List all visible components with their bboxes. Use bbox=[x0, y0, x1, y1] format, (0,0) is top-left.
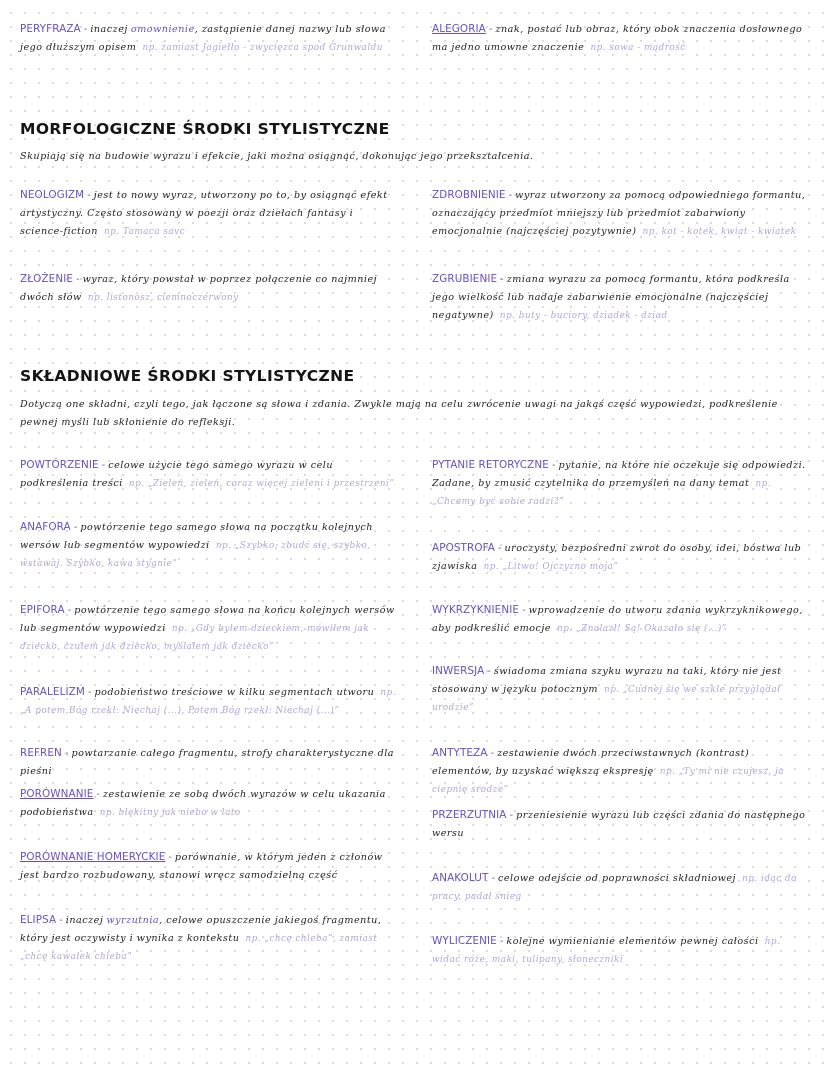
definition-text: porównanie, w którym jeden z członów jest bardzo rozbudowany, stanowi wręcz samodzielną część bbox=[20, 852, 383, 881]
definition-elipsa: ELIPSA - inaczej wyrzutnia, celowe opuszczenie jakiegoś fragmentu, który jest oczywisty i wynika z kontekstu np. „chcę chleba”, zamiast „chcę kawałek chleba” bbox=[20, 914, 382, 962]
definition-text: celowe odejście od poprawności składniowej bbox=[498, 873, 737, 884]
definition-text: celowe użycie tego samego wyrazu w celu podkreślenia treści bbox=[20, 460, 334, 489]
definition-text: , zastąpienie danej nazwy lub słowa jego dłuższym opisem bbox=[20, 24, 386, 53]
definition-text: wyraz utworzony za pomocą odpowiedniego formantu, oznaczający przedmiot mniejszy lub przedmiot zabarwiony emocjonalnie (najczęściej pozytywnie) bbox=[432, 190, 806, 237]
example-text: np. widać róże, maki, tulipany, słoneczniki bbox=[432, 937, 781, 965]
term: ELIPSA bbox=[20, 914, 57, 926]
definition-paralelizm: PARALELIZM - podobieństwo treściowe w kilku segmentach utworu np. „A potem Bóg rzekł: Niechaj (...), Potem Bóg rzekł: Niechaj (...)” bbox=[20, 686, 396, 716]
definition-text: inaczej bbox=[90, 24, 128, 35]
example-text: np. zamiast Jagiełło - zwycięzca spod Grunwaldu bbox=[142, 43, 383, 53]
example-text: np. idąc do pracy, padał śnieg bbox=[432, 874, 797, 902]
definition-anafora: ANAFORA - powtórzenie tego samego słowa na początku kolejnych wersów lub segmentów wypowiedzi np. „Szybko, zbudź się, szybko, wstawaj. Szybko, kawa stygnie” bbox=[20, 521, 373, 569]
definition-text: znak, postać lub obraz, który obok znaczenia dosłownego ma jedno umowne znaczenie bbox=[432, 24, 803, 53]
definition-text: kolejne wymienianie elementów pewnej całości bbox=[506, 936, 759, 947]
section-intro-skladniowe: Dotyczą one składni, czyli tego, jak łączone są słowa i zdania. Zwykle mają na celu zwrócenie uwagi na jakąś część wypowiedzi, podkreślenie pewnej myśli lub skłonienie do refleksji. bbox=[20, 399, 778, 428]
term: ANAFORA bbox=[20, 521, 71, 533]
term: PRZERZUTNIA bbox=[432, 809, 507, 821]
definition-alegoria: ALEGORIA - znak, postać lub obraz, który obok znaczenia dosłownego ma jedno umowne znaczenie np. sowa - mądrość bbox=[432, 23, 803, 53]
definition-inwersja: INWERSJA - świadoma zmiana szyku wyrazu na taki, który nie jest stosowany w języku potocznym np. „Cudnej się we szkle przyglądał urodzie” bbox=[432, 665, 782, 713]
term: PARALELIZM bbox=[20, 686, 85, 698]
term: ZDROBNIENIE bbox=[432, 189, 506, 201]
definition-zdrobnienie: ZDROBNIENIE - wyraz utworzony za pomocą odpowiedniego formantu, oznaczający przedmiot mniejszy lub przedmiot zabarwiony emocjonalnie (najczęściej pozytywnie) np. kot - kotek, kwiat - kwiatek bbox=[432, 189, 806, 237]
definition-porownanie-homeryckie: PORÓWNANIE HOMERYCKIE - porównanie, w którym jeden z członów jest bardzo rozbudowany, stanowi wręcz samodzielną część bbox=[20, 851, 383, 881]
term: WYLICZENIE bbox=[432, 935, 497, 947]
definition-text: świadoma zmiana szyku wyrazu na taki, który nie jest stosowany w języku potocznym bbox=[432, 666, 782, 695]
section-intro-morfologiczne: Skupiają się na budowie wyrazu i efekcie, jaki można osiągnąć, dokonując jego przekształcenia. bbox=[20, 151, 534, 162]
definition-przerzutnia: PRZERZUTNIA - przeniesienie wyrazu lub części zdania do następnego wersu bbox=[432, 809, 806, 839]
definition-text: powtórzenie tego samego słowa na początku kolejnych wersów lub segmentów wypowiedzi bbox=[20, 522, 373, 551]
example-text: np. sowa - mądrość bbox=[590, 43, 686, 53]
definition-wyliczenie: WYLICZENIE - kolejne wymienianie elementów pewnej całości np. widać róże, maki, tulipany, słoneczniki bbox=[432, 935, 781, 965]
example-text: np. kot - kotek, kwiat - kwiatek bbox=[642, 227, 797, 237]
term: NEOLOGIZM bbox=[20, 189, 85, 201]
example-text: np. „Gdy byłem dzieckiem, mówiłem jak dziecko, czułem jak dziecko, myślałem jak dziecko” bbox=[20, 624, 370, 652]
definition-text: powtórzenie tego samego słowa na końcu kolejnych wersów lub segmentów wypowiedzi bbox=[20, 605, 395, 634]
example-text: np. „Zieleń, zieleń, coraz więcej zieleni i przestrzeni” bbox=[128, 479, 395, 489]
term: ALEGORIA bbox=[432, 23, 486, 35]
term: ANAKOLUT bbox=[432, 872, 489, 884]
example-text: np. listonosz, ciemnoczerwony bbox=[87, 293, 239, 303]
term: WYKRZYKNIENIE bbox=[432, 604, 520, 616]
definition-text: pytanie, na które nie oczekuje się odpowiedzi. Zadane, by zmusić czytelnika do przemyśleń na dany temat bbox=[432, 460, 806, 489]
example-text: np. „Chcemy być sobie radzi?” bbox=[432, 479, 772, 507]
definition-apostrofa: APOSTROFA - uroczysty, bezpośredni zwrot do osoby, idei, bóstwa lub zjawiska np. „Litwo! Ojczyzno moja” bbox=[432, 542, 802, 572]
example-text: np. Tamaca savc bbox=[104, 227, 186, 237]
term: ZŁOŻENIE bbox=[20, 273, 74, 285]
definition-text: przeniesienie wyrazu lub części zdania do następnego wersu bbox=[432, 810, 806, 839]
definition-pytanie-retoryczne: PYTANIE RETORYCZNE - pytanie, na które nie oczekuje się odpowiedzi. Zadane, by zmusić czytelnika do przemyśleń na dany temat np. „Chcemy być sobie radzi?” bbox=[432, 459, 806, 507]
term: INWERSJA bbox=[432, 665, 485, 677]
definition-neologizm: NEOLOGIZM - jest to nowy wyraz, utworzony po to, by osiągnąć efekt artystyczny. Często stosowany w poezji oraz dziełach fantasy i science-fiction np. Tamaca savc bbox=[20, 189, 388, 237]
term: EPIFORA bbox=[20, 604, 65, 616]
example-text: np. „Litwo! Ojczyzno moja” bbox=[483, 562, 619, 572]
example-text: np. „Ty mi nie czujesz, ja ciepnię srodze” bbox=[432, 767, 784, 795]
term: ANTYTEZA bbox=[432, 747, 488, 759]
definition-text: zestawienie ze sobą dwóch wyrazów w celu ukazania podobieństwa bbox=[20, 789, 386, 818]
term: REFREN bbox=[20, 747, 62, 759]
term: APOSTROFA bbox=[432, 542, 495, 554]
keyword: wyrzutnia bbox=[106, 915, 160, 926]
example-text: np. „A potem Bóg rzekł: Niechaj (...), Potem Bóg rzekł: Niechaj (...)” bbox=[20, 688, 396, 716]
definition-text: uroczysty, bezpośredni zwrot do osoby, idei, bóstwa lub zjawiska bbox=[432, 543, 802, 572]
example-text: np. „chcę chleba”, zamiast „chcę kawałek chleba” bbox=[20, 934, 378, 962]
definition-peryfraza: PERYFRAZA - inaczej omownienie, zastąpienie danej nazwy lub słowa jego dłuższym opisem np. zamiast Jagiełło - zwycięzca spod Grunwaldu bbox=[20, 23, 386, 53]
definition-text: wprowadzenie do utworu zdania wykrzyknikowego, aby podkreślić emocje bbox=[432, 605, 803, 634]
keyword: omownienie bbox=[130, 24, 195, 35]
term: PORÓWNANIE HOMERYCKIE bbox=[20, 851, 166, 863]
definition-antyteza: ANTYTEZA - zestawienie dwóch przeciwstawnych (kontrast) elementów, by uzyskać większą ekspresję np. „Ty mi nie czujesz, ja ciepnię srodze” bbox=[432, 747, 784, 795]
definition-anakolut: ANAKOLUT - celowe odejście od poprawności składniowej np. idąc do pracy, padał śnieg bbox=[432, 872, 797, 902]
definition-text: zestawienie dwóch przeciwstawnych (kontrast) elementów, by uzyskać większą ekspresję bbox=[432, 748, 750, 777]
definition-text: zmiana wyrazu za pomocą formantu, która podkreśla jego wielkość lub nadaje zabarwienie emocjonalne (najczęściej negatywne) bbox=[432, 274, 790, 321]
term: ZGRUBIENIE bbox=[432, 273, 498, 285]
definition-zlozenie: ZŁOŻENIE - wyraz, który powstał w poprzez połączenie co najmniej dwóch słów np. listonosz, ciemnoczerwony bbox=[20, 273, 378, 303]
term: POWTÓRZENIE bbox=[20, 459, 99, 471]
section-title-morfologiczne: MORFOLOGICZNE ŚRODKI STYLISTYCZNE bbox=[20, 120, 390, 138]
term: PORÓWNANIE bbox=[20, 788, 94, 800]
definition-text: , celowe opuszczenie jakiegoś fragmentu, który jest oczywisty i wynika z kontekstu bbox=[20, 915, 382, 944]
definition-wykrzyknienie: WYKRZYKNIENIE - wprowadzenie do utworu zdania wykrzyknikowego, aby podkreślić emocje np. „Znalazł! Są! Okazało się (...)” bbox=[432, 604, 803, 634]
example-text: np. błękitny jak niebo w lato bbox=[99, 808, 241, 818]
term: PERYFRAZA bbox=[20, 23, 81, 35]
definition-refren: REFREN - powtarzanie całego fragmentu, strofy charakterystyczne dla pieśni bbox=[20, 747, 395, 777]
definition-text: wyraz, który powstał w poprzez połączenie co najmniej dwóch słów bbox=[20, 274, 378, 303]
section-title-skladniowe: SKŁADNIOWE ŚRODKI STYLISTYCZNE bbox=[20, 367, 355, 385]
term: PYTANIE RETORYCZNE bbox=[432, 459, 549, 471]
definition-text: podobieństwo treściowe w kilku segmentach utworu bbox=[94, 687, 375, 698]
definition-porownanie: PORÓWNANIE - zestawienie ze sobą dwóch wyrazów w celu ukazania podobieństwa np. błękitny jak niebo w lato bbox=[20, 788, 386, 818]
example-text: np. „Szybko, zbudź się, szybko, wstawaj. Szybko, kawa stygnie” bbox=[20, 541, 371, 569]
definition-text: inaczej bbox=[65, 915, 104, 926]
definition-text: jest to nowy wyraz, utworzony po to, by osiągnąć efekt artystyczny. Często stosowany w poezji oraz dziełach fantasy i science-fiction bbox=[20, 190, 388, 237]
definition-powtorzenie: POWTÓRZENIE - celowe użycie tego samego wyrazu w celu podkreślenia treści np. „Zieleń, zieleń, coraz więcej zieleni i przestrzeni” bbox=[20, 459, 395, 489]
example-text: np. „Cudnej się we szkle przyglądał urodzie” bbox=[432, 685, 781, 713]
definition-text: powtarzanie całego fragmentu, strofy charakterystyczne dla pieśni bbox=[20, 748, 395, 777]
example-text: np. buty - buciory, dziadek - dziad bbox=[499, 311, 668, 321]
definition-epifora: EPIFORA - powtórzenie tego samego słowa na końcu kolejnych wersów lub segmentów wypowiedzi np. „Gdy byłem dzieckiem, mówiłem jak dziecko, czułem jak dziecko, myślałem jak dziecko” bbox=[20, 604, 395, 652]
definition-zgrubienie: ZGRUBIENIE - zmiana wyrazu za pomocą formantu, która podkreśla jego wielkość lub nadaje zabarwienie emocjonalne (najczęściej negatywne) np. buty - buciory, dziadek - dziad bbox=[432, 273, 790, 321]
example-text: np. „Znalazł! Są! Okazało się (...)” bbox=[557, 624, 727, 634]
